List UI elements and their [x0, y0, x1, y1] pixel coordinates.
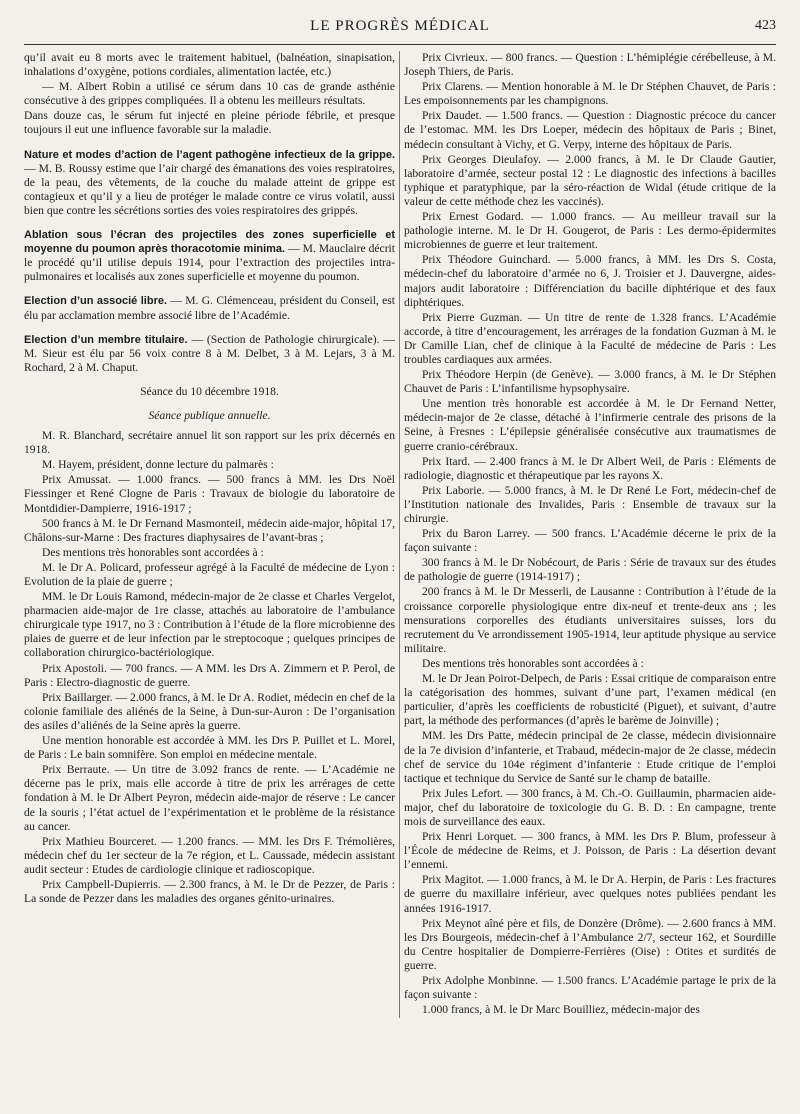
prize-paragraph: Prix du Baron Larrey. — 500 francs. L’Académie décerne le prix de la façon suivante : [404, 527, 776, 555]
paragraph: M. R. Blanchard, secrétaire annuel lit son rapport sur les prix décernés en 1918. [24, 429, 395, 457]
prize-paragraph: 1.000 francs, à M. le Dr Marc Bouilliez, médecin-major des [422, 1003, 700, 1017]
prize-paragraph: Prix Civrieux. — 800 francs. — Question : L’hémiplégie cérébelleuse, à M. Joseph Thiers, de Paris. [404, 51, 776, 79]
prize-paragraph: Prix Ernest Godard. — 1.000 francs. — Au meilleur travail sur la pathologie interne. M. le Dr H. Gougerot, de Paris : Les dermo-épidermites microbiennes de guerre et leur traitement. [404, 210, 776, 252]
prize-paragraph: Prix Daudet. — 1.500 francs. — Question : Diagnostic précoce du cancer de l’estomac. MM. les Drs Loeper, médecin des hôpitaux de Paris ; Binet, médecin consultant à Vichy, et G. Verpy, interne des hôpitaux de Paris. [404, 109, 776, 151]
prize-paragraph: MM. les Drs Patte, médecin principal de 2e classe, médecin divisionnaire de la 7e division d’infanterie, et Trabaud, médecin-major de 2e classe, médecin chef de service du 104e régiment d’infanterie : Etude critique de l’emploi tactique et technique du Service de Santé sur le champ de bataille. [404, 729, 776, 785]
paragraph: M. Hayem, président, donne lecture du palmarès : [42, 458, 274, 472]
section-paragraph [24, 228, 395, 284]
section-paragraph [24, 148, 395, 218]
prize-paragraph: Prix Georges Dieulafoy. — 2.000 francs, à M. le Dr Claude Gautier, laboratoire d’armée, secteur postal 12 : Le diagnostic des infections à bacilles typhique et paratyphique, par la séro-réaction de Widal (étude critique de la valeur de cette méthode chez les vaccinés). [404, 152, 776, 208]
paragraph: — M. Albert Robin a utilisé ce sérum dans 10 cas de grande asthénie consécutive à des grippes compliquées. Il a obtenu les meilleurs résultats. [24, 80, 395, 108]
prize-paragraph: 200 francs à M. le Dr Messerli, de Lausanne : Contribution à l’étude de la croissance corporelle physiologique entre dix-neuf et trente-deux ans ; les mensurations corporelles des étudiants universitaires suisses, lors du recrutement du Ve arrondissement 1905-1914, leur aptitude physique au service militaire. [404, 585, 776, 655]
prize-paragraph: Prix Théodore Herpin (de Genève). — 3.000 francs, à M. le Dr Stéphen Chauvet de Paris : L’infantilisme hypsophysaire. [404, 368, 776, 396]
section-body: — M. G. Clémenceau, président du Conseil, est élu par acclamation membre associé libre de l’Académie. [24, 294, 395, 322]
section-paragraph [24, 333, 395, 375]
page-number: 423 [755, 18, 776, 33]
prize-paragraph: Prix Clarens. — Mention honorable à M. le Dr Stéphen Chauvet, de Paris : Les empoisonnements par les champignons. [404, 80, 776, 108]
prize-paragraph: Prix Meynot aîné père et fils, de Donzère (Drôme). — 2.600 francs à MM. les Drs Bourgeois, médecin-chef à l’Ambulance 2/7, secteur 162, et Sourdille du Centre hospitalier de Dompierre-Ferrières (Oise) : Otites et surdités de guerre. [404, 916, 776, 972]
session-subtitle: Séance publique annuelle. [148, 408, 271, 422]
prize-paragraph: Prix Campbell-Dupierris. — 2.300 francs, à M. le Dr de Pezzer, de Paris : La sonde de Pezzer dans les maladies des organes génito-urinaires. [24, 877, 395, 906]
section-title: Ablation sous l’écran des projectiles des zones superficielle et moyenne du poumon après thoracotomie minima. [24, 229, 395, 256]
prize-paragraph: Une mention honorable est accordée à MM. les Drs P. Puillet et L. Morel, de Paris : Le bain somnifère. Son emploi en médecine mentale. [24, 734, 395, 762]
left-column [24, 51, 395, 1018]
session-date: Séance du 10 décembre 1918. [140, 384, 279, 398]
section-body: — M. B. Roussy estime que l’air chargé des émanations des voies respiratoires, de la peau, des vêtements, de la couche du malade atteint de grippe est contagieux et qu’il y a lieu de protéger le malade contre ce virus volatil, aussi bien que contre les sécrétions sorties des voies respiratoires des grippés. [24, 161, 395, 217]
right-column [404, 51, 776, 1018]
section-body: — M. Mauclaire décrit le procédé qu’il utilise depuis 1914, pour l’extraction des projectiles intra-pulmonaires et localisés aux zones superficielle et moyenne du poumon. [24, 242, 395, 284]
prize-paragraph: MM. le Dr Louis Ramond, médecin-major de 2e classe et Charles Vergelot, pharmacien aide-major de 1re classe, attachés au laboratoire de l’ambulance chirurgicale type 1917, no 3 : Contribution à l’étude de la flore microbienne des plaies de guerre et de leur infection par le streptocoque ; quelques principes de collaboration chirurgico-bactériologique. [24, 590, 395, 660]
section-body: — (Section de Pathologie chirurgicale). — M. Sieur est élu par 56 voix contre 8 à M. Delbet, 3 à M. Lejars, 3 à M. Rochard, 2 à M. Chaput. [24, 332, 395, 374]
prize-paragraph: Prix Berraute. — Un titre de 3.092 francs de rente. — L’Académie ne décerne pas le prix, mais elle accorde à titre de prix les arrérages de cette fondation à M. le Dr Albert Peyron, médecin aide-major de réserve : Le cancer de la souris ; l’état actuel de l’expérimentation et le problème de la résistance au cancer. [24, 763, 395, 833]
prize-paragraph: Prix Pierre Guzman. — Un titre de rente de 1.328 francs. L’Académie accorde, à titre d’encouragement, les arrérages de la fondation Guzman à M. le Dr Camille Lian, chef de clinique à la Faculté de médecine de Paris : Les troubles cardiaques aux armées. [404, 310, 776, 366]
prize-paragraph: M. le Dr A. Policard, professeur agrégé à la Faculté de médecine de Lyon : Evolution de la plaie de guerre ; [24, 560, 395, 588]
two-column-body [24, 51, 776, 1018]
prize-paragraph: Une mention très honorable est accordée à M. le Dr Fernand Netter, médecin-major de 2e classe, détaché à l’infirmerie centrale des prisons de la Seine, à Fresnes : L’épilepsie généralisée consécutive aux traumatismes de guerre cranio-cérébraux. [404, 397, 776, 453]
prize-paragraph: Prix Adolphe Monbinne. — 1.500 francs. L’Académie partage le prix de la façon suivante : [404, 974, 776, 1002]
section-title: Election d’un associé libre. [24, 295, 168, 308]
prize-paragraph: Prix Magitot. — 1.000 francs, à M. le Dr A. Herpin, de Paris : Les fractures de guerre du maxillaire inférieur, avec quelques notes publiées pendant les années 1916-1917. [404, 873, 776, 915]
section-paragraph [24, 294, 395, 322]
prize-paragraph: Prix Henri Lorquet. — 300 francs, à MM. les Drs P. Blum, professeur à l’École de médecine de Reims, et J. Poisson, de Paris : La désertion devant l’ennemi. [404, 830, 776, 872]
prize-paragraph: Prix Baillarger. — 2.000 francs, à M. le Dr A. Rodiet, médecin en chef de la colonie familiale des aliénés de la Seine, à Dun-sur-Auron : De l’organisation des asiles d’aliénés de la Seine après la guerre. [24, 690, 395, 732]
section-title: Election d’un membre titulaire. [24, 333, 188, 346]
prize-paragraph: Prix Apostoli. — 700 francs. — A MM. les Drs A. Zimmern et P. Perol, de Paris : Electro-diagnostic de guerre. [24, 661, 395, 689]
section-title: Nature et modes d’action de l’agent pathogène infectieux de la grippe. [24, 148, 395, 161]
prize-paragraph: Prix Laborie. — 5.000 francs, à M. le Dr René Le Fort, médecin-chef de l’Institution nationale des Invalides, Paris : Ensemble de travaux sur la chirurgie. [404, 483, 776, 525]
prize-paragraph: 500 francs à M. le Dr Fernand Masmonteil, médecin aide-major, hôpital 17, Châlons-sur-Marne : Des fractures diaphysaires de l’avant-bras ; [24, 516, 395, 544]
paragraph: Des mentions très honorables sont accordées à : [42, 545, 264, 559]
column-divider [399, 51, 400, 1018]
prize-paragraph: M. le Dr Jean Poirot-Delpech, de Paris : Essai critique de comparaison entre la catégorisation des hommes, suivant d’une part, l’examen médical (en particulier, d’après les coefficients de robusticité (Piguet), et suivant, d’autre part, la méthode des performances (d’après le barème de Joinville) ; [404, 672, 776, 728]
paragraph: Dans douze cas, le sérum fut injecté en pleine période fébrile, et presque toujours il eut une influence favorable sur la maladie. [24, 109, 395, 137]
paragraph: Des mentions très honorables sont accordées à : [422, 656, 644, 670]
journal-title: LE PROGRÈS MÉDICAL [310, 18, 490, 34]
page-header [24, 14, 776, 45]
prize-paragraph: Prix Jules Lefort. — 300 francs, à M. Ch.-O. Guillaumin, pharmacien aide-major, chef du laboratoire de toxicologie du G. B. D. : En campagne, trente mois de surveillance des eaux. [404, 786, 776, 828]
prize-paragraph: Prix Amussat. — 1.000 francs. — 500 francs à MM. les Drs Noël Fiessinger et René Clogne de Paris : Travaux de biologie du laboratoire de Montdidier-Dampierre, 1916-1917 ; [24, 473, 395, 515]
paragraph: qu’il avait eu 8 morts avec le traitement habituel, (balnéation, sinapisation, inhalations d’oxygène, potions cordiales, alimentation lactée, etc.) [24, 51, 395, 79]
prize-paragraph: Prix Mathieu Bourceret. — 1.200 francs. — MM. les Drs F. Trémolières, médecin chef du 1er secteur de la 7e région, et L. Caussade, médecin assistant audit secteur : Etudes de cardiologie clinique et radioscopique. [24, 834, 395, 876]
prize-paragraph: Prix Itard. — 2.400 francs à M. le Dr Albert Weil, de Paris : Eléments de radiologie, diagnostic et thérapeutique par les rayons X. [404, 454, 776, 482]
prize-paragraph: 300 francs à M. le Dr Nobécourt, de Paris : Série de travaux sur des études de pathologie de guerre (1914-1917) ; [404, 556, 776, 584]
prize-paragraph: Prix Théodore Guinchard. — 5.000 francs, à MM. les Drs S. Costa, médecin-chef du laboratoire d’armée no 6, J. Troisier et J. Dauvergne, aides-majors audit laboratoire : Différenciation du bacille diphtérique et des faux diphtériques. [404, 253, 776, 309]
